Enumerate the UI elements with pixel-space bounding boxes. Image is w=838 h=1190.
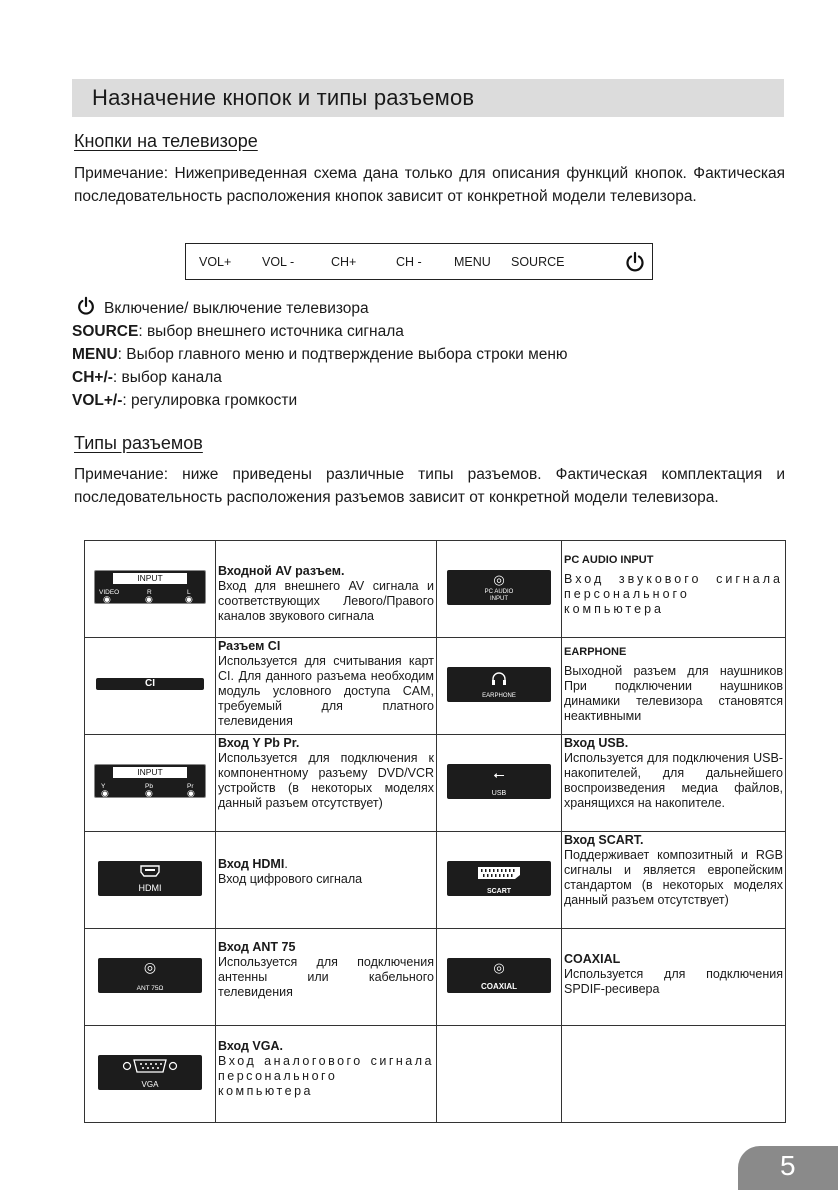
hdmi-port-icon	[140, 865, 160, 877]
vga-desc-cell	[216, 1026, 437, 1123]
table-row	[85, 735, 786, 832]
empty-cell	[562, 1026, 786, 1123]
av-port-video: VIDEO	[99, 589, 120, 596]
ant-body: Используется для подключения антенны или кабельного телевидения	[218, 955, 434, 999]
jack-icon: ◎	[493, 571, 505, 587]
vga-plate	[98, 1055, 202, 1090]
legend-source-text: : выбор внешнего источника сигнала	[138, 323, 404, 340]
hdmi-body: Вход цифрового сигнала	[218, 872, 363, 886]
usb-icon: ⭠	[493, 765, 505, 782]
vol-minus-label: VOL -	[262, 255, 295, 269]
ci-title: Разъем CI	[218, 639, 281, 653]
coaxial-plate-cell	[437, 929, 562, 1026]
usb-plate	[447, 764, 551, 799]
page-number: 5	[780, 1150, 796, 1181]
ci-body: Используется для считывания карт CI. Для данного разъема необходим модуль условного доступа CAM, требуемый для платного телевидения	[218, 654, 434, 728]
scart-title: Вход SCART.	[564, 833, 644, 847]
table-row	[85, 832, 786, 929]
buttons-heading: Кнопки на телевизоре	[74, 131, 258, 151]
ch-plus-label: CH+	[331, 255, 357, 269]
jack-icon: ◉	[145, 788, 153, 798]
earphone-title: EARPHONE	[564, 646, 627, 658]
usb-plate-label: USB	[491, 789, 507, 797]
ci-desc-cell	[216, 638, 437, 735]
power-icon	[76, 296, 96, 316]
button-strip-diagram	[185, 243, 653, 280]
earphone-plate-cell	[437, 638, 562, 735]
coax-jack-icon: ◎	[143, 958, 157, 975]
hdmi-desc-cell	[216, 832, 437, 929]
legend-menu-text: : Выбор главного меню и подтверждение выбора строки меню	[117, 346, 568, 363]
title-bar	[72, 79, 784, 117]
empty-cell	[437, 1026, 562, 1123]
hdmi-plate	[98, 861, 202, 896]
ypbpr-title: Вход Y Pb Pr.	[218, 736, 300, 750]
ci-plate	[96, 678, 204, 690]
menu-label: MENU	[454, 255, 491, 269]
hdmi-title: Вход HDMI	[218, 857, 285, 871]
connectors-note: Примечание: ниже приведены различные типы разъемов. Фактическая комплектация и последовательность расположения разъемов зависит от конкретной модели телевизора.	[74, 466, 785, 506]
ant-plate-label: ANT 75Ω	[136, 984, 164, 992]
scart-plate	[447, 861, 551, 896]
legend-menu-key: MENU	[72, 346, 118, 363]
pc-audio-plate	[447, 570, 551, 605]
vga-body: Вход аналогового сигнала персонального компьютера	[218, 1054, 434, 1098]
table-row	[85, 638, 786, 735]
av-input-plate	[94, 570, 206, 604]
usb-title: Вход USB.	[564, 736, 629, 750]
ypbpr-plate-title: INPUT	[113, 767, 187, 778]
vol-plus-label: VOL+	[199, 255, 232, 269]
usb-body: Используется для подключения USB-накопителей, для дальнейшего воспроизведения медиа файлов, хранящихся на накопителе.	[564, 751, 783, 810]
earphone-plate-label: EARPHONE	[482, 692, 516, 699]
coaxial-title: COAXIAL	[564, 952, 621, 966]
jack-icon: ◉	[103, 594, 111, 604]
av-body: Вход для внешнего AV сигнала и соответствующих Левого/Правого каналов звукового сигнала	[218, 579, 434, 623]
legend-ch-text: : выбор канала	[112, 369, 222, 386]
vga-plate-label: VGA	[141, 1079, 159, 1089]
connectors-table	[84, 540, 786, 1123]
jack-icon: ◉	[145, 594, 153, 604]
legend-menu-line	[72, 344, 568, 366]
source-label: SOURCE	[511, 255, 565, 269]
pc-audio-plate-cell	[437, 541, 562, 638]
jack-icon: ◉	[101, 788, 109, 798]
hdmi-plate-cell	[85, 832, 216, 929]
hdmi-plate-label: HDMI	[138, 882, 162, 893]
ant-title: Вход ANT 75	[218, 940, 296, 954]
scart-desc-cell	[562, 832, 786, 929]
page-number-tab	[738, 1146, 838, 1190]
ypbpr-port-pr: Pr	[187, 783, 194, 790]
ch-minus-label: CH -	[396, 255, 422, 269]
ypbpr-port-pb: Pb	[145, 783, 153, 790]
coaxial-plate	[447, 958, 551, 993]
legend-source-line	[72, 321, 404, 343]
earphone-desc-cell	[562, 638, 786, 735]
coaxial-plate-label: COAXIAL	[481, 981, 517, 991]
scart-plate-cell	[437, 832, 562, 929]
scart-plate-label: SCART	[486, 887, 512, 895]
earphone-body: Выходной разъем для наушников При подключении наушников динамики телевизора становятся неактивными	[564, 664, 783, 723]
legend-vol-key: VOL+/-	[72, 392, 123, 409]
coaxial-body: Используется для подключения SPDIF-ресивера	[564, 967, 783, 996]
pc-audio-desc-cell	[562, 541, 786, 638]
legend-power-text: Включение/ выключение телевизора	[104, 300, 369, 317]
legend-vol-text: : регулировка громкости	[122, 392, 298, 409]
ant-plate	[98, 958, 202, 993]
ci-plate-label: CI	[145, 678, 155, 689]
jack-icon: ◉	[187, 788, 195, 798]
usb-plate-cell	[437, 735, 562, 832]
legend-ch-line	[72, 367, 222, 389]
pc-audio-title: PC AUDIO INPUT	[564, 554, 654, 566]
table-row	[85, 1026, 786, 1123]
ypbpr-body: Используется для подключения к компонентному разъему DVD/VCR устройств (в некоторых моделях данный разъем отсутствует)	[218, 751, 434, 810]
pc-audio-plate-label: PC AUDIO INPUT	[484, 588, 514, 602]
av-desc-cell	[216, 541, 437, 638]
ypbpr-input-plate	[94, 764, 206, 798]
scart-body: Поддерживает композитный и RGB сигналы и является европейским стандартом (в некоторых моделях данный разъем отсутствует)	[564, 848, 783, 907]
table-row	[85, 929, 786, 1026]
vga-title: Вход VGA.	[218, 1039, 283, 1053]
ant-desc-cell	[216, 929, 437, 1026]
legend-source-key: SOURCE	[72, 323, 139, 340]
power-icon	[624, 251, 646, 273]
av-port-r: R	[147, 589, 152, 596]
ypbpr-desc-cell	[216, 735, 437, 832]
vga-plate-cell	[85, 1026, 216, 1123]
page-title: Назначение кнопок и типы разъемов	[92, 85, 475, 110]
ant-plate-cell	[85, 929, 216, 1026]
ypbpr-plate-cell	[85, 735, 216, 832]
av-plate-cell	[85, 541, 216, 638]
legend-vol-line	[72, 390, 297, 412]
connectors-heading: Типы разъемов	[74, 433, 203, 453]
coaxial-desc-cell	[562, 929, 786, 1026]
av-plate-title: INPUT	[113, 573, 187, 584]
jack-icon: ◉	[185, 594, 193, 604]
vga-port-icon	[122, 1058, 178, 1074]
av-port-l: L	[187, 589, 191, 596]
scart-port-icon	[477, 866, 521, 880]
hdmi-title-suffix: .	[284, 857, 288, 871]
pc-audio-body: Вход звукового сигнала персонального компьютера	[564, 572, 783, 616]
table-row	[85, 541, 786, 638]
coax-jack-icon: ◎	[493, 959, 505, 975]
legend-power-line	[76, 296, 369, 320]
ci-plate-cell	[85, 638, 216, 735]
earphone-plate	[447, 667, 551, 702]
headphone-icon	[491, 671, 507, 685]
usb-desc-cell	[562, 735, 786, 832]
buttons-note: Примечание: Нижеприведенная схема дана только для описания функций кнопок. Фактическая последовательность расположения кнопок зависит от конкретной модели телевизора.	[74, 165, 785, 205]
legend-ch-key: CH+/-	[72, 369, 113, 386]
ypbpr-port-y: Y	[101, 783, 106, 790]
av-title: Входной AV разъем.	[218, 564, 345, 578]
